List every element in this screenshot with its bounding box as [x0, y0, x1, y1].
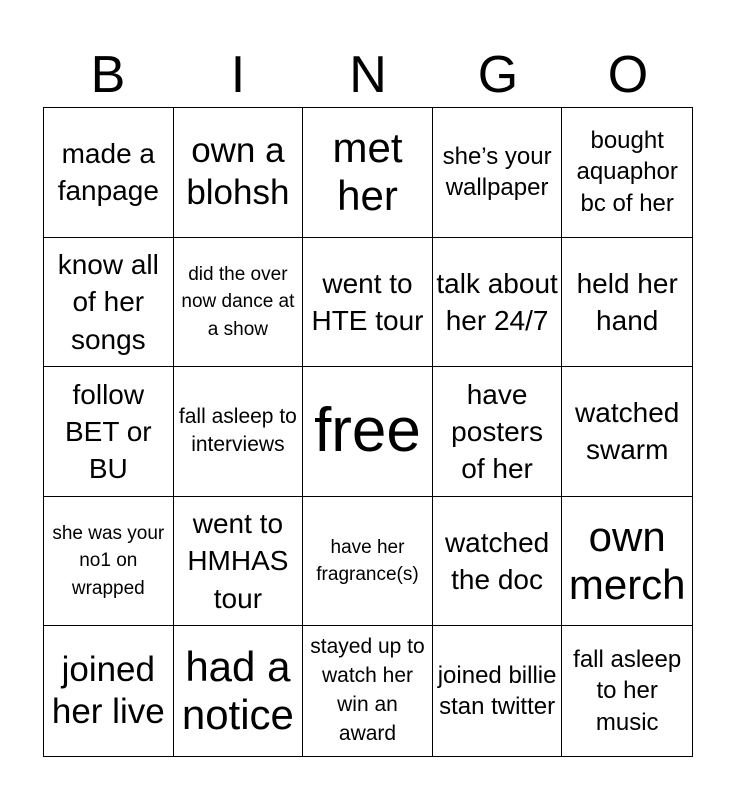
bingo-cell-r1c4[interactable]	[433, 108, 563, 238]
header-letter-o: O	[607, 46, 649, 104]
bingo-cell-free: free	[314, 396, 421, 466]
bingo-cell-text: went to HTE tour	[311, 267, 424, 336]
bingo-cell-r4c3[interactable]	[303, 497, 433, 627]
header-letter-i: I	[230, 46, 246, 104]
bingo-cell-text: joined billie stan twitter	[437, 661, 557, 721]
bingo-cell-text: fall asleep to interviews	[178, 404, 297, 457]
bingo-cell-r2c5[interactable]	[562, 238, 692, 368]
bingo-cell-r3c4[interactable]	[433, 367, 563, 497]
bingo-cell-r2c1[interactable]	[44, 238, 174, 368]
bingo-cell-r4c5[interactable]	[562, 497, 692, 627]
bingo-cell-text: talk about her 24/7	[436, 267, 558, 336]
bingo-cell-r5c5[interactable]	[562, 626, 692, 756]
bingo-cell-r4c4[interactable]	[433, 497, 563, 627]
bingo-cell-r5c4[interactable]	[433, 626, 563, 756]
bingo-cell-text: stayed up to watch her win an award	[310, 635, 425, 746]
bingo-cell-text: had a notice	[181, 642, 294, 739]
bingo-cell-r1c1[interactable]	[44, 108, 174, 238]
bingo-cell-text: fall asleep to her music	[573, 645, 682, 737]
bingo-cell-text: bought aquaphor bc of her	[576, 126, 678, 218]
bingo-cell-r5c1[interactable]	[44, 626, 174, 756]
bingo-cell-text: own merch	[568, 512, 686, 609]
bingo-cell-text: follow BET or BU	[64, 378, 152, 485]
bingo-cell-text: own a blohsh	[186, 131, 290, 213]
bingo-cell-text: she was your no1 on wrapped	[52, 522, 165, 599]
bingo-cell-r1c2[interactable]	[174, 108, 304, 238]
bingo-cell-r4c1[interactable]	[44, 497, 174, 627]
bingo-cell-r3c2[interactable]	[174, 367, 304, 497]
bingo-header	[43, 44, 693, 106]
bingo-cell-text: joined her live	[51, 650, 165, 732]
header-letter-n: N	[349, 46, 387, 104]
bingo-cell-text: know all of her songs	[57, 249, 159, 355]
bingo-cell-r2c3[interactable]	[303, 238, 433, 368]
bingo-cell-text: went to HMHAS tour	[187, 508, 289, 614]
bingo-cell-text: made a fanpage	[57, 138, 159, 207]
bingo-cell-r5c2[interactable]	[174, 626, 304, 756]
bingo-cell-text: did the over now dance at a show	[181, 263, 295, 340]
bingo-grid	[43, 107, 693, 757]
header-letter-b: B	[90, 46, 126, 104]
bingo-cell-r4c2[interactable]	[174, 497, 304, 627]
bingo-cell-r1c3[interactable]	[303, 108, 433, 238]
bingo-cell-r3c5[interactable]	[562, 367, 692, 497]
bingo-cell-text: met her	[332, 124, 403, 220]
bingo-cell-r2c2[interactable]	[174, 238, 304, 368]
bingo-cell-text: she’s your wallpaper	[442, 142, 552, 202]
bingo-cell-r3c3[interactable]	[303, 367, 433, 497]
bingo-cell-r1c5[interactable]	[562, 108, 692, 238]
bingo-cell-r2c4[interactable]	[433, 238, 563, 368]
bingo-cell-text: watched swarm	[575, 397, 680, 466]
bingo-cell-r5c3[interactable]	[303, 626, 433, 756]
bingo-cell-r3c1[interactable]	[44, 367, 174, 497]
header-letter-g: G	[477, 46, 519, 104]
bingo-cell-text: watched the doc	[444, 526, 550, 596]
bingo-cell-text: have posters of her	[451, 378, 543, 485]
bingo-cell-text: held her hand	[576, 267, 678, 336]
bingo-cell-text: have her fragrance(s)	[316, 536, 419, 586]
